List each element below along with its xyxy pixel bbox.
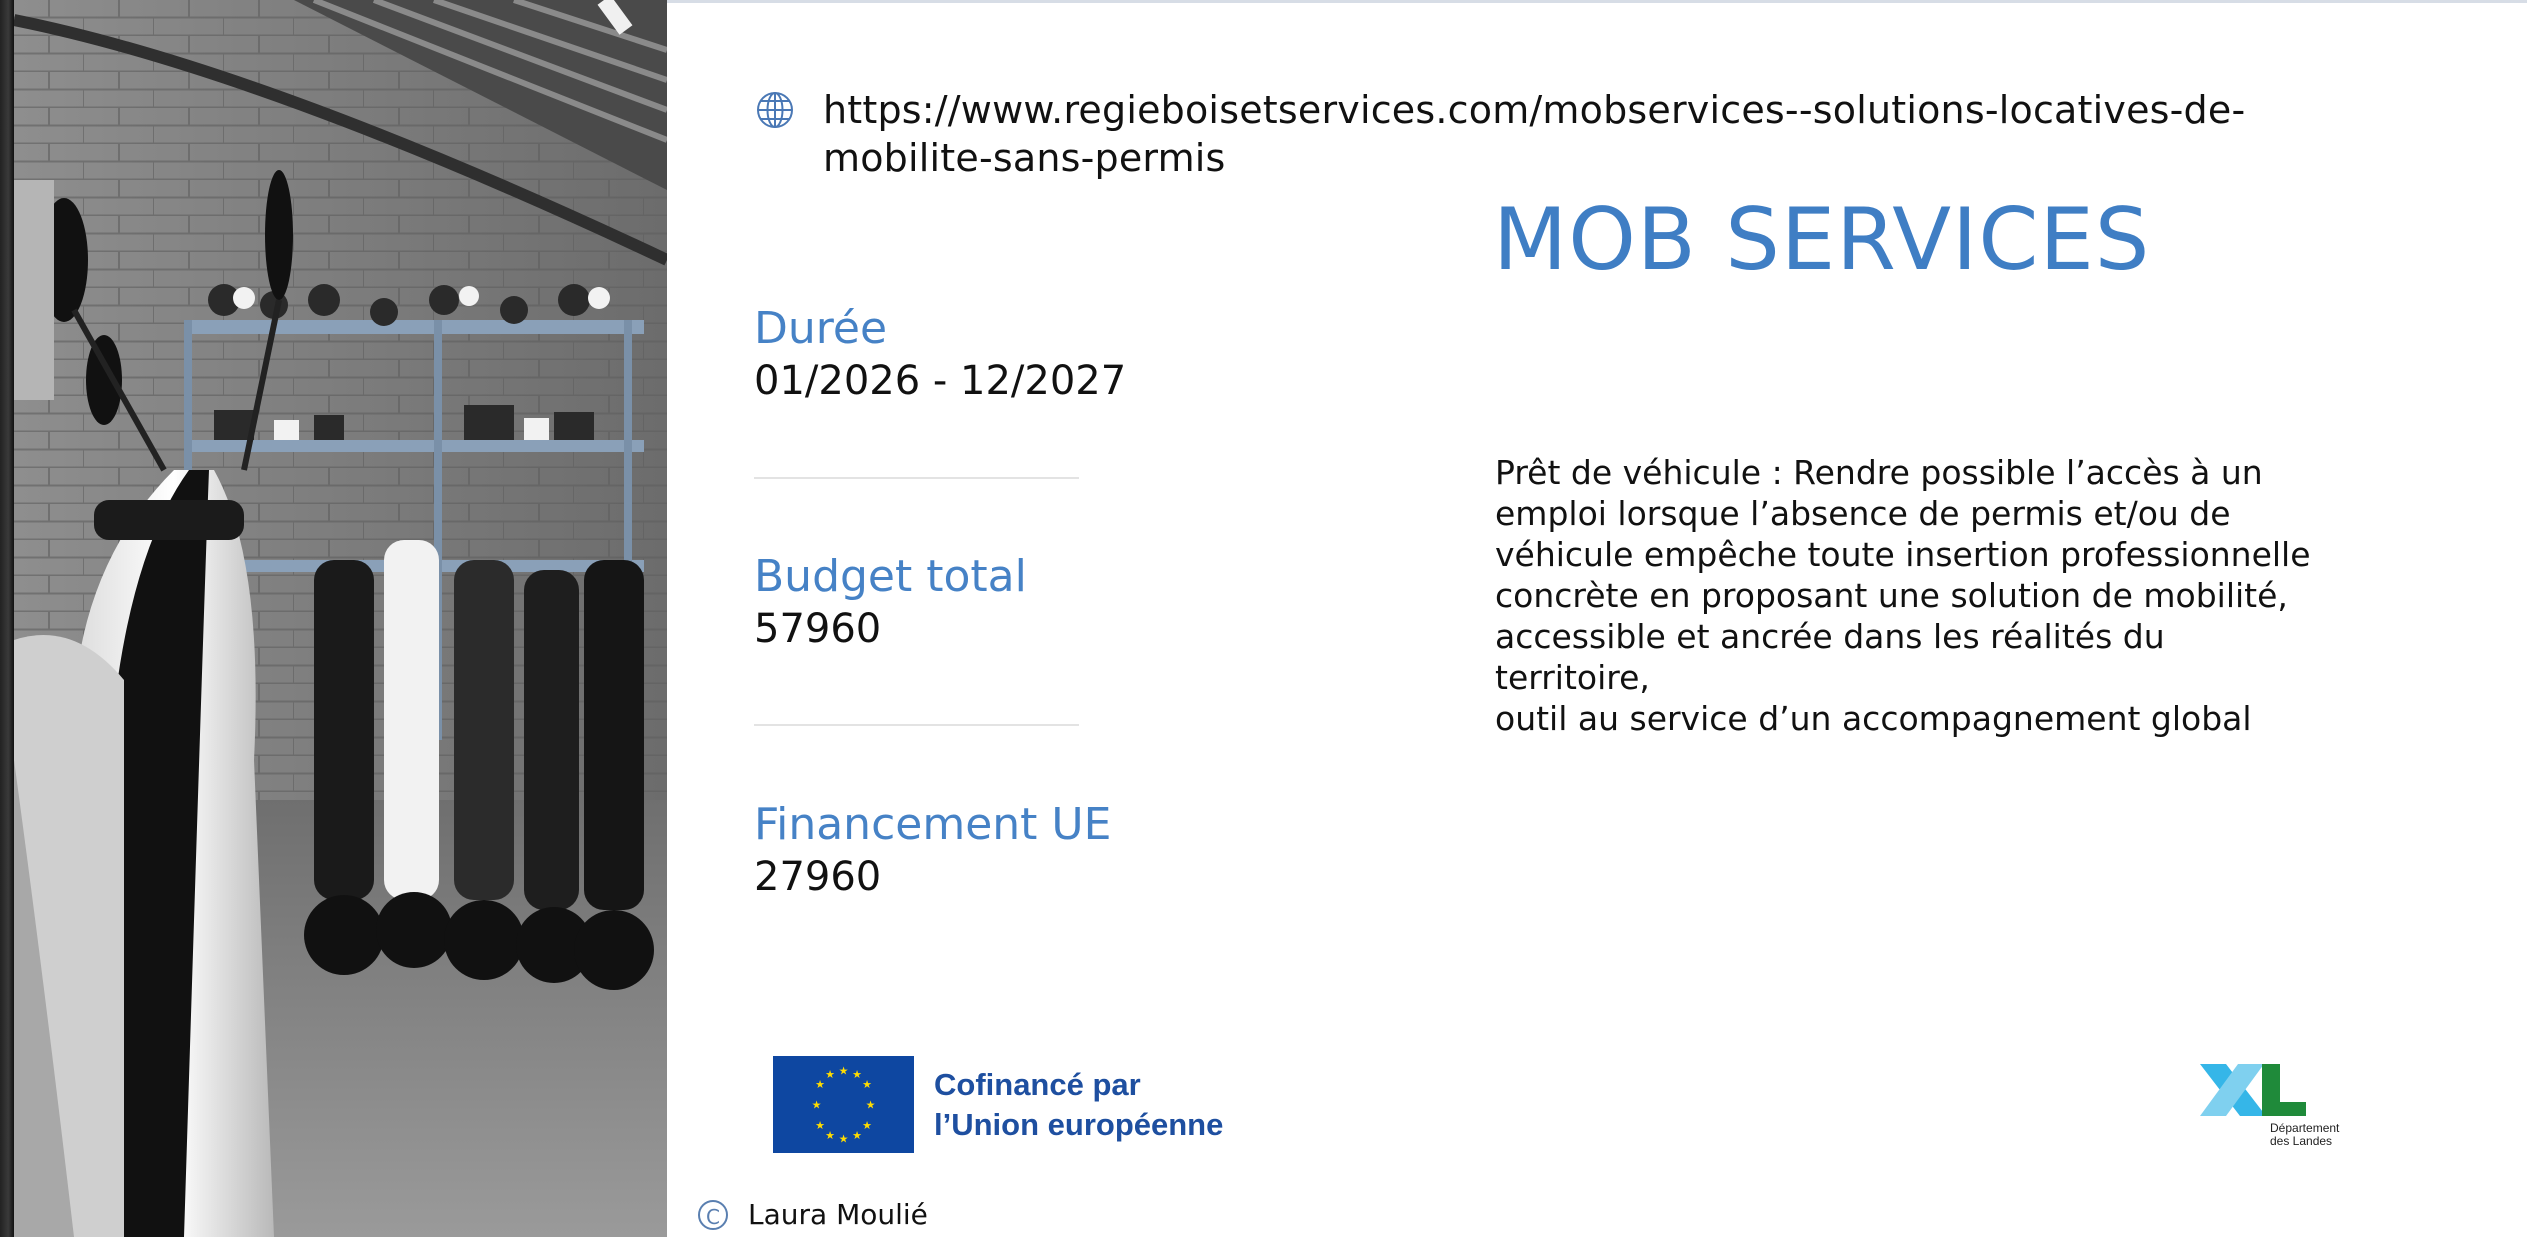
svg-text:★: ★ bbox=[815, 1078, 825, 1091]
svg-text:★: ★ bbox=[825, 1068, 835, 1081]
globe-icon bbox=[755, 90, 795, 130]
eu-text-line: l’Union européenne bbox=[934, 1106, 1224, 1142]
stat-value: 01/2026 - 12/2027 bbox=[754, 358, 1127, 404]
stat-total-budget bbox=[754, 550, 1027, 654]
divider bbox=[754, 477, 1079, 479]
stat-value: 27960 bbox=[754, 854, 882, 900]
eu-text-line: Cofinancé par bbox=[934, 1066, 1141, 1102]
credit-name: Laura Moulié bbox=[748, 1198, 928, 1231]
stat-label: Budget total bbox=[754, 551, 1027, 602]
eu-cofunding-logo bbox=[773, 1056, 1223, 1153]
divider bbox=[754, 724, 1079, 726]
scooter-garage-photo bbox=[14, 0, 667, 1237]
project-description: Prêt de véhicule : Rendre possible l’accès à un emploi lorsque l’absence de permis et/ou de véhicule empêche toute insertion professionnelle concrète en proposant une solution de mobilité, accessible et ancrée dans les réalités du territoire, outil au service d’un accompagnement global bbox=[1495, 453, 2311, 738]
stat-label: Financement UE bbox=[754, 799, 1112, 850]
svg-text:★: ★ bbox=[838, 1132, 849, 1146]
eu-flag-icon bbox=[773, 1056, 914, 1153]
svg-text:★: ★ bbox=[825, 1129, 835, 1142]
website-url-link[interactable]: https://www.regieboisetservices.com/mobservices--solutions-locatives-de-mobilite-sans-permis bbox=[823, 88, 2246, 180]
photo-credit bbox=[698, 1198, 928, 1231]
svg-text:★: ★ bbox=[865, 1098, 876, 1112]
eu-cofunding-text bbox=[934, 1065, 1223, 1145]
website-link-row bbox=[755, 86, 2255, 182]
window-edge bbox=[0, 0, 14, 1237]
stat-label: Durée bbox=[754, 303, 888, 354]
svg-text:★: ★ bbox=[862, 1119, 872, 1132]
stat-value: 57960 bbox=[754, 606, 882, 652]
stat-duration bbox=[754, 302, 1126, 406]
departement-landes-text: Département des Landes bbox=[2270, 1121, 2340, 1148]
svg-text:★: ★ bbox=[862, 1078, 872, 1091]
stat-eu-funding bbox=[754, 798, 1111, 902]
top-border bbox=[667, 0, 2527, 3]
svg-text:★: ★ bbox=[852, 1129, 862, 1142]
svg-text:★: ★ bbox=[811, 1098, 822, 1112]
svg-text:★: ★ bbox=[815, 1119, 825, 1132]
svg-text:★: ★ bbox=[838, 1064, 849, 1078]
copyright-icon: C bbox=[698, 1200, 728, 1230]
page-title: MOB SERVICES bbox=[1493, 190, 2151, 290]
svg-text:★: ★ bbox=[852, 1068, 862, 1081]
